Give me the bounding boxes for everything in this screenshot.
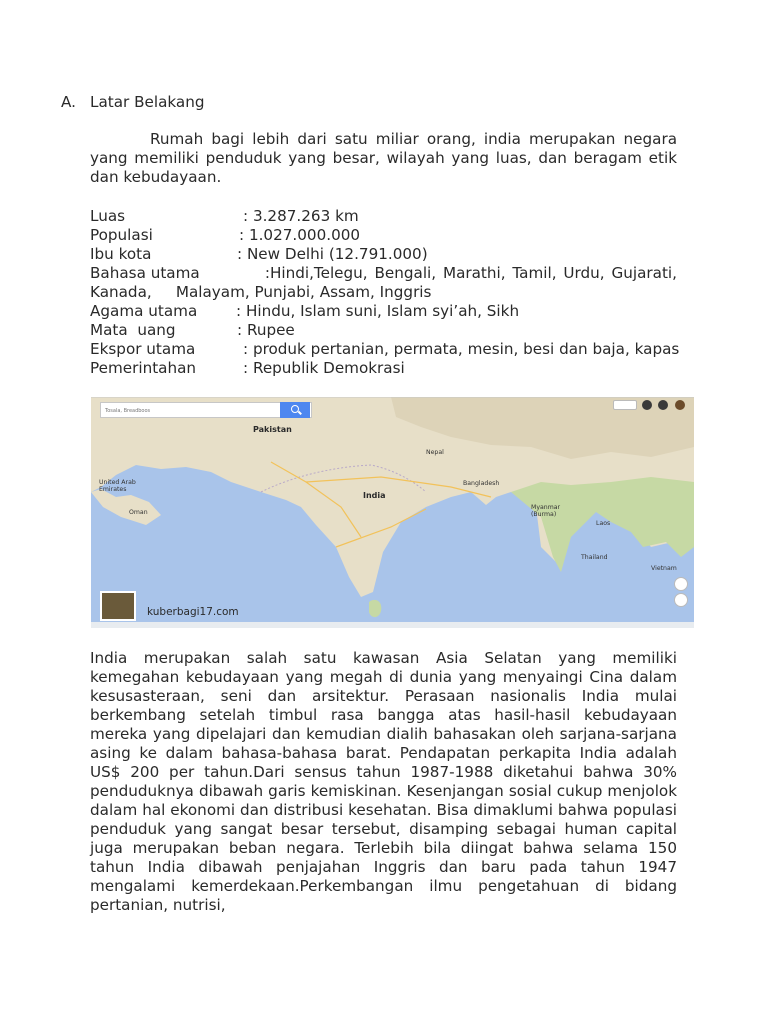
fact-value: : Rupee [237, 321, 295, 339]
map-search-button[interactable] [280, 402, 310, 418]
fact-luas [90, 207, 677, 226]
lang-item: Tamil, [512, 264, 557, 282]
map-label-laos: Laos [596, 520, 611, 527]
body-paragraph: India merupakan salah satu kawasan Asia Selatan yang memiliki kemegahan kebudayaan yang megah di dunia yang menyaingi Cina dalam kesusasteraan, seni dan arsitektur. Perasaan nasionalis India mulai berkembang setelah timbul rasa bangga atas hasil-hasil kebudayaan mereka yang dipelajari dan kemudian dialih bahasakan oleh sarjana-sarjana asing ke dalam bahasa-bahasa barat. Pendapatan perkapita India adalah US$ 200 per tahun.Dari sensus tahun 1987-1988 diketahui bahwa 30% penduduknya dibawah garis kemiskinan. Kesenjangan sosial cukup menjolok dalam hal ekonomi dan distribusi kesehatan. Bisa dimaklumi bahwa populasi penduduk yang sangat besar tersebut, disamping sebagai human capital juga merupakan beban negara. Terlebih bila diingat bahwa selama 150 tahun India dibawah penjajahan Inggris dan baru pada tahun 1947 mengalami kemerdekaan.Perkembangan ilmu pengetahuan di bidang pertanian, nutrisi, [90, 649, 677, 914]
fact-label: Agama utama [90, 302, 198, 320]
zoom-out-icon[interactable] [674, 593, 688, 607]
fact-label: Ibu kota [90, 245, 152, 263]
section-number: A. [61, 93, 76, 111]
lang-item: :Hindi,Telegu, [264, 264, 368, 282]
fact-value: : Hindu, Islam suni, Islam syi’ah, Sikh [236, 302, 520, 320]
zoom-in-icon[interactable] [674, 577, 688, 591]
fact-value: : 3.287.263 km [243, 207, 359, 225]
fact-bahasa [90, 264, 677, 302]
map-attribution-bar [91, 622, 694, 628]
map-label-uae: United Arab Emirates [99, 479, 136, 493]
lang-item: Urdu, [563, 264, 605, 282]
map-label-vietnam: Vietnam [651, 565, 677, 572]
grid-icon[interactable] [642, 400, 652, 410]
fact-label: Ekspor utama [90, 340, 196, 358]
fact-populasi [90, 226, 677, 245]
lang-item: Marathi, [442, 264, 506, 282]
fact-value: : produk pertanian, permata, mesin, besi dan baja, kapas [243, 340, 680, 358]
fact-label: Pemerintahan [90, 359, 197, 377]
section-title: Latar Belakang [90, 93, 205, 111]
fact-value: : 1.027.000.000 [239, 226, 361, 244]
earth-view-thumbnail[interactable] [100, 591, 136, 621]
map-label-nepal: Nepal [426, 449, 444, 456]
map-search-input[interactable]: Tosala, Breadboos [100, 402, 312, 418]
map-label-oman: Oman [129, 509, 148, 516]
lang-item: Bengali, [374, 264, 437, 282]
fact-ekspor [90, 340, 680, 359]
search-icon [291, 405, 299, 413]
fact-label: Mata uang [90, 321, 176, 339]
fact-label: Luas [90, 207, 126, 225]
map-label-thailand: Thailand [581, 554, 608, 561]
avatar[interactable] [675, 400, 685, 410]
map-label-india: India [363, 491, 386, 500]
map-credit: kuberbagi17.com [147, 606, 239, 618]
sri-lanka [369, 600, 381, 617]
intro-paragraph [90, 130, 677, 187]
lang-item: Gujarati, [611, 264, 677, 282]
fact-agama [90, 302, 677, 321]
facts-list [90, 207, 680, 378]
arabian-peninsula [91, 489, 161, 525]
map-label-myanmar: Myanmar (Burma) [531, 504, 561, 518]
section-heading [61, 93, 205, 111]
map-graphic [91, 397, 694, 628]
fact-mata-uang [90, 321, 677, 340]
fact-label: Populasi [90, 226, 153, 244]
fact-value: : Republik Demokrasi [243, 359, 405, 377]
lang-line-2: Kanada, Malayam, Punjabi, Assam, Inggris [90, 283, 432, 301]
fact-pemerintahan [90, 359, 677, 378]
map-label-pakistan: Pakistan [253, 425, 292, 434]
intro-text: Rumah bagi lebih dari satu miliar orang, india merupakan negara yang memiliki penduduk yang besar, wilayah yang luas, dan beragam etik dan kebudayaan. [90, 130, 677, 186]
map-label-bangladesh: Bangladesh [463, 480, 500, 487]
settings-icon[interactable] [658, 400, 668, 410]
fact-ibukota [90, 245, 677, 264]
map-mode-toggle[interactable] [613, 400, 637, 410]
fact-label: Bahasa utama [90, 264, 200, 282]
map-image [91, 397, 694, 628]
fact-value: : New Delhi (12.791.000) [237, 245, 428, 263]
